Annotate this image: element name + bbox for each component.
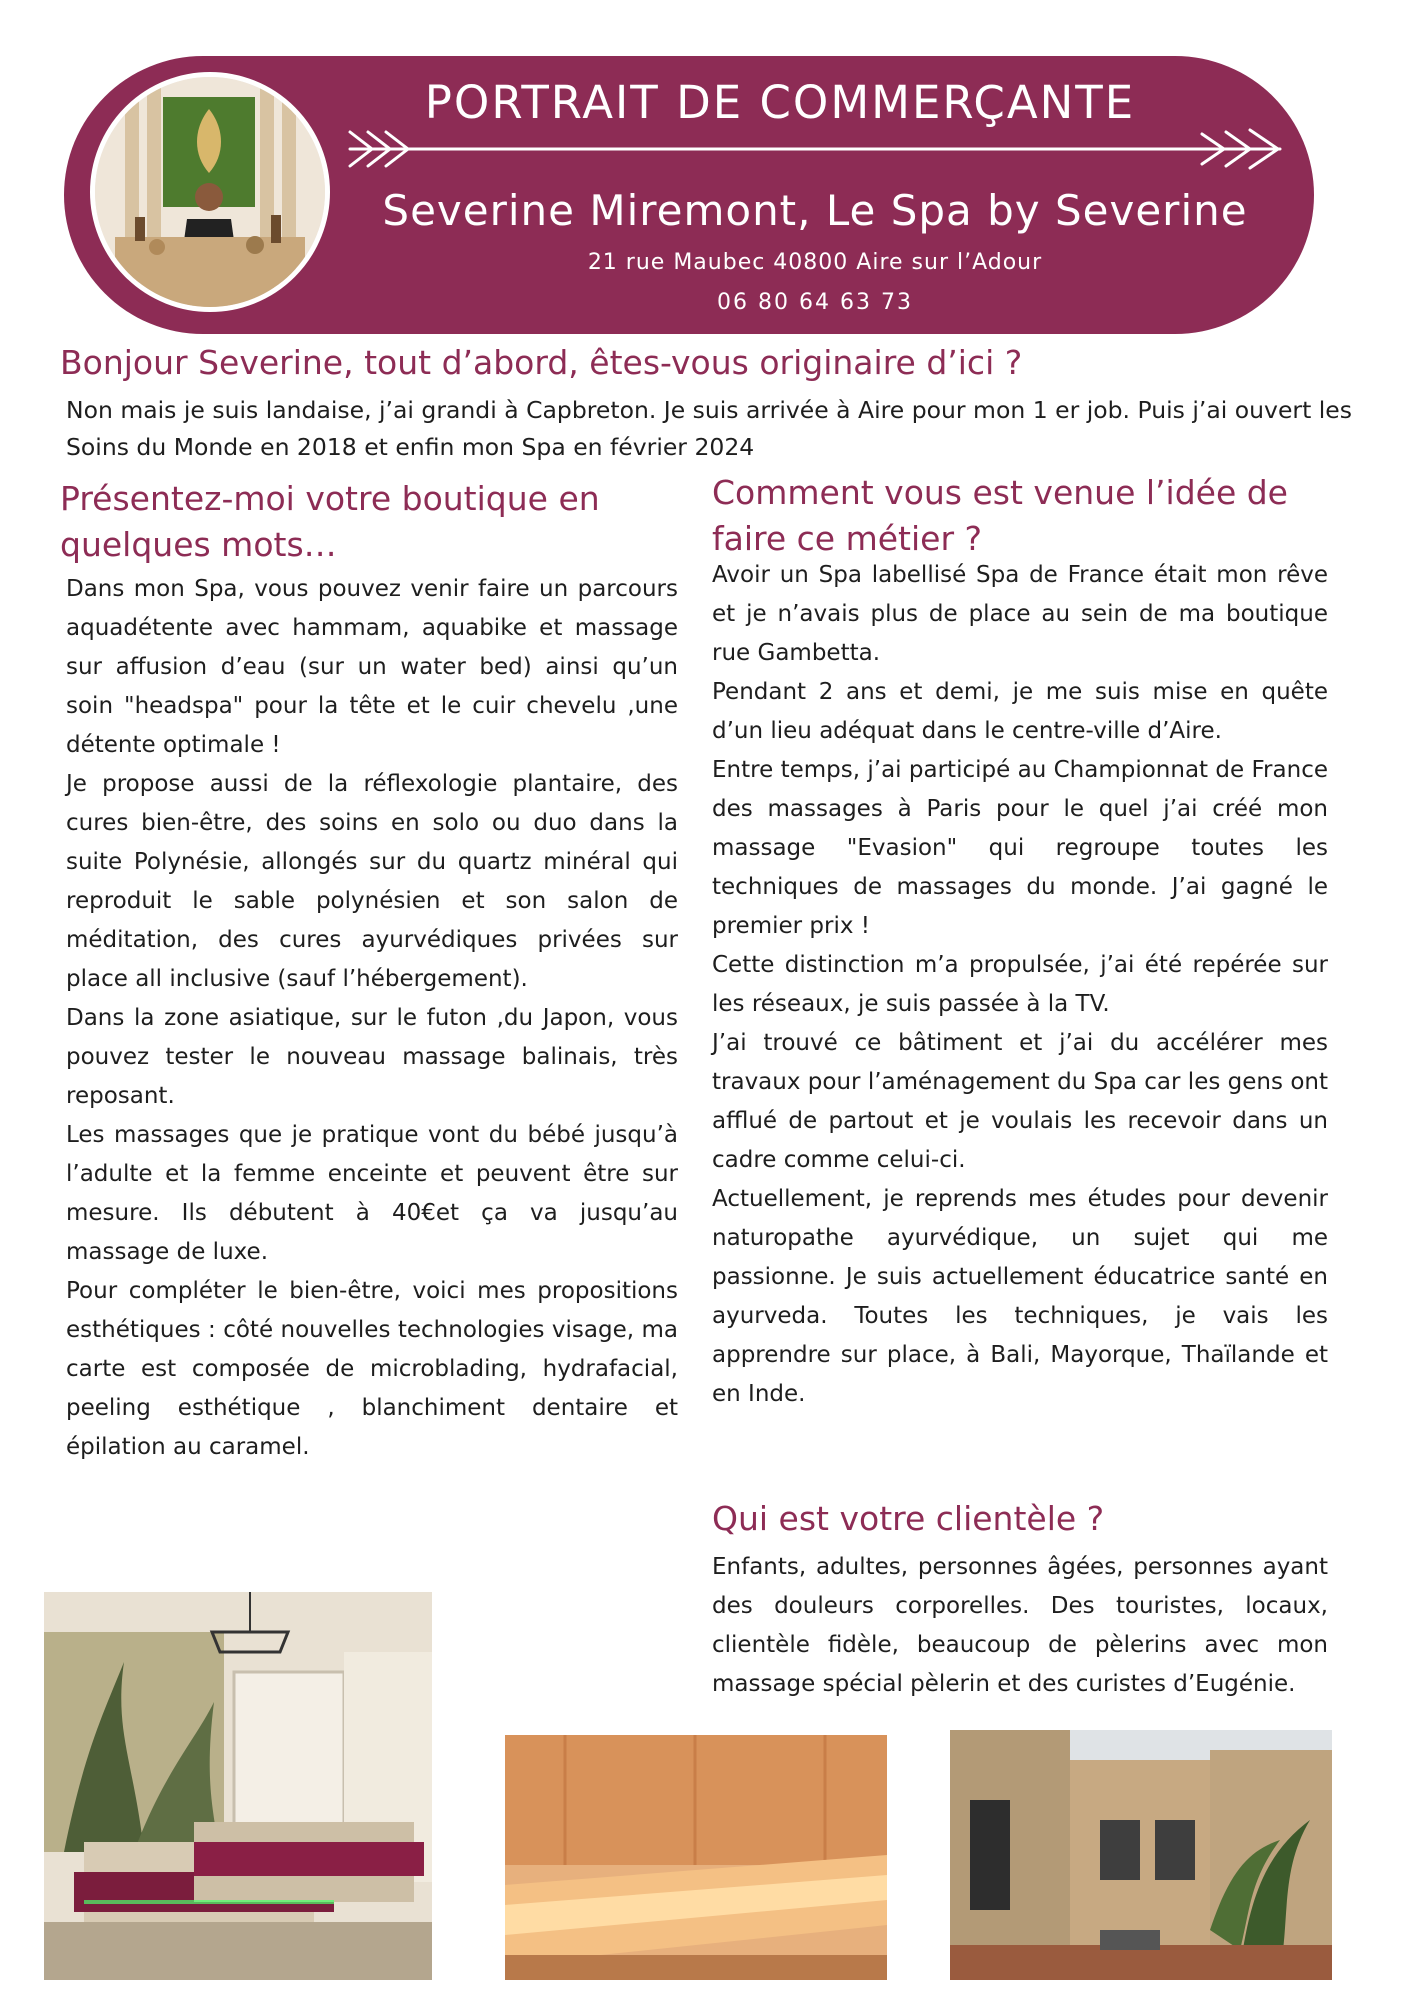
left-paragraph: Dans mon Spa, vous pouvez venir faire un parcours aquadétente avec hammam, aquabike et massage sur affusion d’eau (sur un water bed) ainsi qu’un soin "headspa" pour la tête et le cuir chevelu ,une détente optimale !	[66, 576, 678, 758]
left-paragraph: Dans la zone asiatique, sur le futon ,du Japon, vous pouvez tester le nouveau massage balinais, très reposant.	[66, 1005, 678, 1109]
left-paragraph: Pour compléter le bien-être, voici mes propositions esthétiques : côté nouvelles technologies visage, ma carte est composée de microblading, hydrafacial, peeling esthétique , blanchiment dentaire et épilation au caramel.	[66, 1278, 678, 1460]
portrait-photo	[90, 72, 330, 312]
right-paragraph: J’ai trouvé ce bâtiment et j’ai du accélérer mes travaux pour l’aménagement du Spa car les gens ont afflué de partout et je voulais les recevoir dans un cadre comme celui-ci.	[712, 1030, 1328, 1173]
left-question: Présentez-moi votre boutique en quelques mots…	[60, 479, 600, 564]
right-column-text	[712, 556, 1328, 1414]
merchant-phone: 06 80 64 63 73	[717, 290, 913, 315]
courtyard-photo	[950, 1730, 1332, 1980]
left-paragraph: Je propose aussi de la réflexologie plantaire, des cures bien-être, des soins en solo ou duo dans la suite Polynésie, allongés sur du quartz minéral qui reproduit le sable polynésien et son salon de méditation, des cures ayurvédiques privées sur place all inclusive (sauf l’hébergement).	[66, 771, 678, 992]
intro-answer: Non mais je suis landaise, j’ai grandi à Capbreton. Je suis arrivée à Aire pour mon 1 er job. Puis j’ai ouvert les Soins du Monde en 2018 et enfin mon Spa en février 2024	[66, 396, 1352, 461]
intro-question: Bonjour Severine, tout d’abord, êtes-vous originaire d’ici ?	[60, 343, 1023, 382]
waterbed-photo	[505, 1735, 887, 1980]
merchant-name: Severine Miremont, Le Spa by Severine	[382, 186, 1248, 235]
banner-title: PORTRAIT DE COMMERÇANTE	[424, 76, 1136, 129]
right-paragraph: Pendant 2 ans et demi, je me suis mise en quête d’un lieu adéquat dans le centre-ville d’Aire.	[712, 679, 1328, 744]
clientele-answer: Enfants, adultes, personnes âgées, personnes ayant des douleurs corporelles. Des touristes, locaux, clientèle fidèle, beaucoup de pèlerins avec mon massage spécial pèlerin et des curistes d’Eugénie.	[712, 1554, 1328, 1697]
spa-room-photo	[44, 1592, 432, 1980]
right-paragraph: Entre temps, j’ai participé au Championnat de France des massages à Paris pour le quel j’ai créé mon massage "Evasion" qui regroupe toutes les techniques de massages du monde. J’ai gagné le premier prix !	[712, 757, 1328, 939]
right-paragraph: Cette distinction m’a propulsée, j’ai été repérée sur les réseaux, je suis passée à la TV.	[712, 952, 1328, 1017]
clientele-question: Qui est votre clientèle ?	[712, 1499, 1105, 1538]
left-column-text	[66, 570, 678, 1467]
right-paragraph: Avoir un Spa labellisé Spa de France était mon rêve et je n’avais plus de place au sein de ma boutique rue Gambetta.	[712, 562, 1328, 666]
right-question: Comment vous est venue l’idée de faire ce métier ?	[712, 473, 1288, 558]
merchant-address: 21 rue Maubec 40800 Aire sur l’Adour	[587, 250, 1043, 275]
decorative-arrow-icon	[330, 124, 1290, 174]
right-paragraph: Actuellement, je reprends mes études pour devenir naturopathe ayurvédique, un sujet qui me passionne. Je suis actuellement éducatrice santé en ayurveda. Toutes les techniques, je vais les apprendre sur place, à Bali, Mayorque, Thaïlande et en Inde.	[712, 1186, 1328, 1407]
left-paragraph: Les massages que je pratique vont du bébé jusqu’à l’adulte et la femme enceinte et peuvent être sur mesure. Ils débutent à 40€et ça va jusqu’au massage de luxe.	[66, 1122, 678, 1265]
